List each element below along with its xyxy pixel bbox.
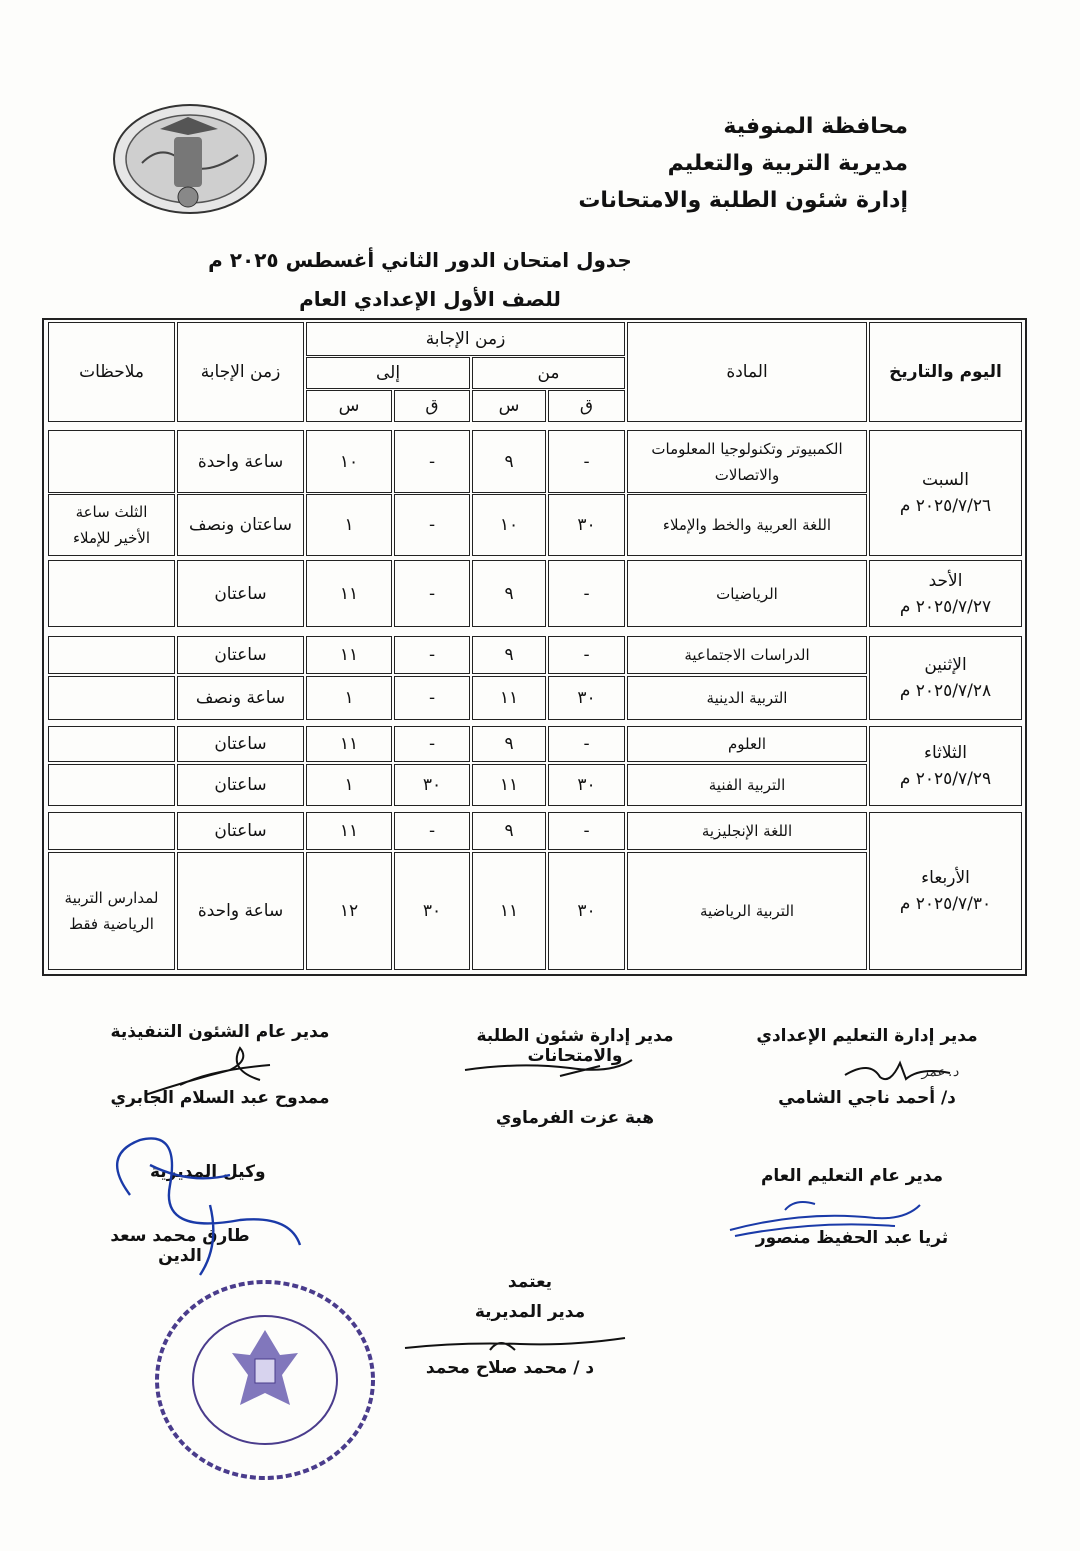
subject-cell: العلوم [627, 726, 867, 762]
to-hour-cell: ١٢ [306, 852, 392, 970]
from-minute-cell: ٣٠ [548, 676, 625, 720]
directorate-line: مديرية التربية والتعليم [667, 151, 908, 176]
to-minute-cell: - [394, 676, 470, 720]
to-minute-cell: ٣٠ [394, 764, 470, 806]
notes-cell [48, 676, 175, 720]
from-hour-cell: ١١ [472, 852, 546, 970]
signer-title: وكيل المديرية [150, 1162, 266, 1182]
notes-cell [48, 560, 175, 627]
duration-cell: ساعة واحدة [177, 430, 304, 493]
handwritten-signature [840, 1055, 960, 1085]
schedule-title: جدول امتحان الدور الثاني أغسطس ٢٠٢٥ م [208, 248, 632, 272]
subject-cell: الكمبيوتر وتكنولوجيا المعلومات والاتصالات [627, 430, 867, 493]
header-to-hour: س [306, 390, 392, 422]
to-minute-cell: - [394, 726, 470, 762]
to-minute-cell: ٣٠ [394, 852, 470, 970]
signer-title: مدير إدارة التعليم الإعدادي [756, 1026, 978, 1046]
notes-cell [48, 430, 175, 493]
day-cell: السبت ٢٠٢٥/٧/٢٦ م [869, 430, 1022, 556]
day-cell: الثلاثاء ٢٠٢٥/٧/٢٩ م [869, 726, 1022, 806]
signer-name: ثريا عبد الحفيظ منصور [755, 1228, 949, 1248]
governorate-logo [112, 103, 268, 215]
notes-cell: الثلث ساعة الأخير للإملاء [48, 494, 175, 556]
header-to-minute: ق [394, 390, 470, 422]
header-subject: المادة [627, 322, 867, 422]
schedule-subtitle: للصف الأول الإعدادي العام [299, 287, 561, 311]
signer-title: مدير المديرية [474, 1302, 586, 1322]
to-hour-cell: ١١ [306, 560, 392, 627]
from-minute-cell: ٣٠ [548, 764, 625, 806]
subject-cell: الدراسات الاجتماعية [627, 636, 867, 674]
to-hour-cell: ١١ [306, 726, 392, 762]
department-line: إدارة شئون الطلبة والامتحانات [578, 188, 908, 213]
handwritten-signature [90, 1125, 320, 1285]
signer-name: طارق محمد سعد الدين [110, 1226, 250, 1266]
handwritten-signature [725, 1190, 925, 1240]
from-hour-cell: ٩ [472, 636, 546, 674]
signer-name: د/ أحمد ناجي الشامي [778, 1088, 956, 1108]
header-day-date: اليوم والتاريخ [869, 322, 1022, 422]
header-from-minute: ق [548, 390, 625, 422]
from-hour-cell: ١١ [472, 764, 546, 806]
notes-cell [48, 812, 175, 850]
from-minute-cell: - [548, 430, 625, 493]
from-hour-cell: ٩ [472, 812, 546, 850]
subject-cell: التربية الدينية [627, 676, 867, 720]
from-minute-cell: ٣٠ [548, 494, 625, 556]
signer-title: مدير عام التعليم العام [760, 1166, 944, 1186]
handwritten-signature [400, 1330, 630, 1360]
governorate-line: محافظة المنوفية [723, 114, 908, 139]
to-minute-cell: - [394, 560, 470, 627]
signer-name: ممدوح عبد السلام الجابري [110, 1088, 330, 1108]
duration-cell: ساعة ونصف [177, 676, 304, 720]
subject-cell: التربية الفنية [627, 764, 867, 806]
signer-title: مدير عام الشئون التنفيذية [110, 1022, 330, 1042]
from-hour-cell: ١١ [472, 676, 546, 720]
approval-label: يعتمد [507, 1272, 553, 1292]
duration-cell: ساعتان [177, 812, 304, 850]
handwritten-signature [460, 1052, 640, 1082]
from-minute-cell: - [548, 560, 625, 627]
header-answer-time-group: زمن الإجابة [306, 322, 625, 356]
notes-cell [48, 764, 175, 806]
duration-cell: ساعتان [177, 560, 304, 627]
subject-cell: اللغة الإنجليزية [627, 812, 867, 850]
header-from-hour: س [472, 390, 546, 422]
day-cell: الإثنين ٢٠٢٥/٧/٢٨ م [869, 636, 1022, 720]
from-hour-cell: ٩ [472, 726, 546, 762]
duration-cell: ساعتان [177, 636, 304, 674]
subject-cell: الرياضيات [627, 560, 867, 627]
to-hour-cell: ١ [306, 494, 392, 556]
header-to: إلى [306, 357, 470, 389]
header-notes: ملاحظات [48, 322, 175, 422]
to-hour-cell: ١١ [306, 812, 392, 850]
to-hour-cell: ١ [306, 676, 392, 720]
from-minute-cell: ٣٠ [548, 852, 625, 970]
header-from: من [472, 357, 625, 389]
signer-name: د / محمد صلاح محمد [425, 1358, 595, 1378]
to-minute-cell: - [394, 812, 470, 850]
to-minute-cell: - [394, 494, 470, 556]
signer-name: هبة عزت الفرماوي [495, 1108, 655, 1128]
subject-cell: اللغة العربية والخط والإملاء [627, 494, 867, 556]
signature-approval [410, 1272, 610, 1378]
from-minute-cell: - [548, 636, 625, 674]
to-minute-cell: - [394, 636, 470, 674]
from-hour-cell: ٩ [472, 560, 546, 627]
duration-cell: ساعتان ونصف [177, 494, 304, 556]
duration-cell: ساعتان [177, 764, 304, 806]
from-hour-cell: ١٠ [472, 494, 546, 556]
handwritten-signature [140, 1040, 280, 1100]
duration-cell: ساعة واحدة [177, 852, 304, 970]
official-seal-stamp [150, 1275, 380, 1485]
subject-cell: التربية الرياضية [627, 852, 867, 970]
from-minute-cell: - [548, 726, 625, 762]
notes-cell: لمدارس التربية الرياضية فقط [48, 852, 175, 970]
to-hour-cell: ١٠ [306, 430, 392, 493]
directorate-header [578, 108, 908, 219]
duration-cell: ساعتان [177, 726, 304, 762]
header-duration: زمن الإجابة [177, 322, 304, 422]
to-hour-cell: ١ [306, 764, 392, 806]
from-hour-cell: ٩ [472, 430, 546, 493]
signer-title: مدير إدارة شئون الطلبة والامتحانات [476, 1026, 674, 1066]
to-minute-cell: - [394, 430, 470, 493]
notes-cell [48, 726, 175, 762]
from-minute-cell: - [548, 812, 625, 850]
to-hour-cell: ١١ [306, 636, 392, 674]
notes-cell [48, 636, 175, 674]
day-cell: الأربعاء ٢٠٢٥/٧/٣٠ م [869, 812, 1022, 970]
handwritten-initials: د. عمر [922, 1065, 959, 1080]
day-cell: الأحد ٢٠٢٥/٧/٢٧ م [869, 560, 1022, 627]
